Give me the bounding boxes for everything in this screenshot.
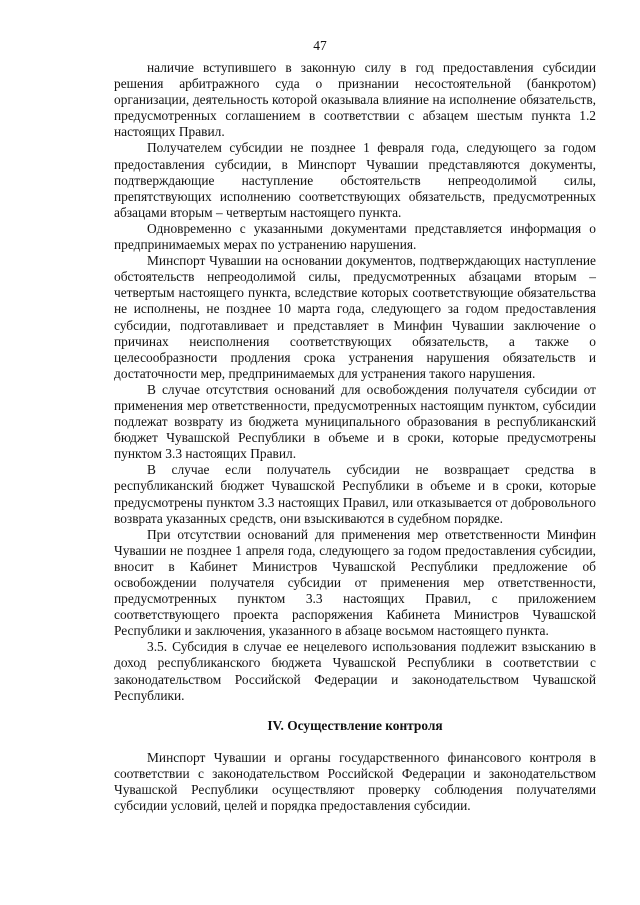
- paragraph-minfin-proposal: При отсутствии оснований для применения мер ответственности Минфин Чувашии не позднее 1 апреля года, следующего за годом предоставления субсидии, вносит в Кабинет Министров Чувашской Республики предложение об освобождении получателя субсидии от применения мер ответственности, предусмотренных пунктом 3.3 настоящих Правил, с приложением соответствующего проекта распоряжения Кабинета Министров Чувашской Республики и заключения, указанного в абзаце восьмом настоящего пункта.: [114, 526, 596, 639]
- paragraph-misuse-recovery: 3.5. Субсидия в случае ее нецелевого использования подлежит взысканию в доход республиканского бюджета Чувашской Республики в соответствии с законодательством Российской Федерации и законодательством Чувашской Республики.: [114, 639, 596, 703]
- paragraph-bankruptcy-condition: наличие вступившего в законную силу в год предоставления субсидии решения арбитражного суда о признании несостоятельной (банкротом) организации, деятельность которой оказывала влияние на исполнение обязательств, предусмотренных соглашением в соответствии с абзацем шестым пункта 1.2 настоящих Правил.: [114, 60, 596, 140]
- page-number: 47: [313, 38, 327, 53]
- paragraph-control: Минспорт Чувашии и органы государственного финансового контроля в соответствии с законодательством Российской Федерации и законодательством Чувашской Республики осуществляют проверку соблюдения получателями субсидии условий, целей и порядка предоставления субсидии.: [114, 749, 596, 814]
- paragraph-court-recovery: В случае если получатель субсидии не возвращает средства в республиканский бюджет Чувашской Республики в объеме и в сроки, которые предусмотрены пунктом 3.3 настоящих Правил, или отказывается от добровольного возврата указанных средств, они взыскиваются в судебном порядке.: [114, 462, 596, 526]
- paragraph-measures-info: Одновременно с указанными документами представляется информация о предпринимаемых мерах по устранению нарушения.: [114, 220, 596, 253]
- document-body: [114, 60, 596, 814]
- paragraph-minsport-conclusion: Минспорт Чувашии на основании документов, подтверждающих наступление обстоятельств непреодолимой силы, предусмотренных абзацами вторым – четвертым настоящего пункта, вследствие которых соответствующие обязательства не исполнены, не позднее 10 марта года, следующего за годом предоставления субсидии, подготавливает и представляет в Минфин Чувашии заключение о причинах неисполнения соответствующих обязательств, а также о целесообразности продления срока устранения нарушения обязательств и достаточности мер, предпринимаемых для устранения такого нарушения.: [114, 253, 596, 381]
- section-title: IV. Осуществление контроля: [267, 717, 443, 733]
- paragraph-refund-obligation: В случае отсутствия оснований для освобождения получателя субсидии от применения мер ответственности, предусмотренных настоящим пунктом, субсидии подлежат возврату из бюджета муниципального образования в республиканский бюджет Чувашской Республики в объеме и в сроки, которые предусмотрены пунктом 3.3 настоящих Правил.: [114, 381, 596, 462]
- paragraph-documents-deadline: Получателем субсидии не позднее 1 февраля года, следующего за годом предоставления субсидии, в Минспорт Чувашии представляются документы, подтверждающие наступление обстоятельств непреодолимой силы, препятствующих исполнению соответствующих обязательств, предусмотренных абзацами вторым – четвертым настоящего пункта.: [114, 140, 596, 220]
